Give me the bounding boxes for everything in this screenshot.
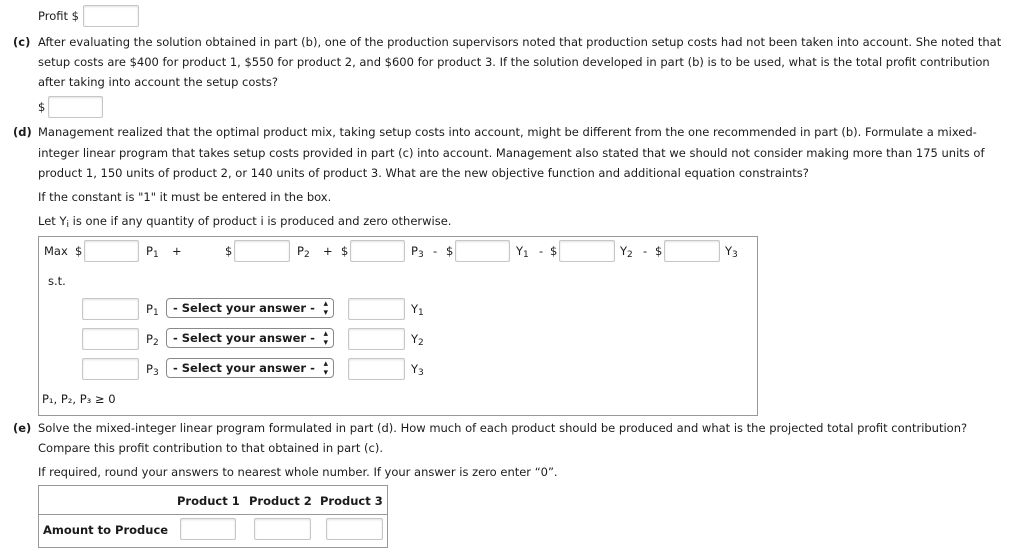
part-c-marker: (c): [13, 35, 31, 49]
nonnegativity-constraint: P₁, P₂, P₃ ≥ 0: [42, 392, 116, 406]
obj-coef-y3-input[interactable]: [664, 240, 720, 262]
obj-coef-y2-input[interactable]: [559, 240, 615, 262]
obj-dollar-2: $: [225, 244, 233, 258]
part-d-line-3: product 1, 150 units of product 2, or 140 units of product 3. What are the new objective function and additional equation constraints?: [38, 166, 809, 180]
obj-var-y3: $Y_3$: [725, 244, 738, 260]
obj-dollar-5: $: [550, 244, 558, 258]
constraint-2-relation-select[interactable]: - Select your answer - ▴ ▾: [166, 328, 334, 348]
part-e-line-1: Solve the mixed-integer linear program formulated in part (d). How much of each product should be produced and what is the projected total profit contribution?: [38, 421, 968, 435]
chevron-updown-icon: ▴ ▾: [323, 329, 328, 348]
chevron-updown-icon: ▴ ▾: [323, 359, 328, 378]
constraint-1-rhs-input[interactable]: [348, 298, 405, 320]
table-header-product-2: Product 2: [249, 494, 312, 508]
constraint-3-rhs-input[interactable]: [348, 358, 405, 380]
obj-var-p1: $P_1$: [146, 244, 159, 260]
obj-var-y2: $Y_2$: [620, 244, 633, 260]
part-c-total-profit-input[interactable]: [48, 96, 103, 118]
chevron-updown-icon: ▴ ▾: [323, 299, 328, 318]
constraint-1-lhs-input[interactable]: [82, 298, 139, 320]
obj-plus-1: +: [172, 244, 182, 258]
table-divider: [39, 514, 387, 515]
amount-product-3-input[interactable]: [326, 518, 383, 540]
profit-input[interactable]: [83, 5, 139, 27]
obj-plus-2: +: [323, 244, 333, 258]
table-header-product-1: Product 1: [177, 494, 240, 508]
amount-product-2-input[interactable]: [254, 518, 311, 540]
constraint-1-var-y1: $Y_1$: [411, 302, 424, 318]
part-c-line-1: After evaluating the solution obtained in part (b), one of the production supervisors noted that production setup costs had not been taken into account. She noted that: [38, 35, 1002, 49]
obj-var-p3: $P_3$: [411, 244, 424, 260]
part-d-note-y: Let $Y_i$ is one if any quantity of product i is produced and zero otherwise.: [38, 214, 452, 230]
part-e-marker: (e): [13, 421, 32, 435]
constraint-2-lhs-input[interactable]: [82, 328, 139, 350]
part-e-line-2: Compare this profit contribution to that obtained in part (c).: [38, 441, 383, 455]
constraint-3-relation-select[interactable]: - Select your answer - ▴ ▾: [166, 358, 334, 378]
table-row-label: Amount to Produce: [43, 523, 169, 537]
obj-var-p2: $P_2$: [297, 244, 310, 260]
part-d-line-1: Management realized that the optimal product mix, taking setup costs into account, might be different from the one recommended in part (b). Formulate a mixed-: [38, 125, 977, 139]
constraint-2-var-p2: $P_2$: [146, 332, 159, 348]
part-c-dollar: $: [38, 100, 46, 114]
constraint-2-rhs-input[interactable]: [348, 328, 405, 350]
constraint-2-var-y2: $Y_2$: [411, 332, 424, 348]
obj-coef-p3-input[interactable]: [350, 240, 405, 262]
formulation-panel: [38, 236, 758, 416]
constraint-3-var-y3: $Y_3$: [411, 362, 424, 378]
part-e-note: If required, round your answers to nearest whole number. If your answer is zero enter “0”.: [38, 465, 558, 479]
obj-coef-p2-input[interactable]: [234, 240, 290, 262]
subject-to-label: s.t.: [48, 274, 66, 288]
obj-minus-3: -: [643, 244, 648, 258]
constraint-1-relation-select[interactable]: - Select your answer - ▴ ▾: [166, 298, 334, 318]
part-d-marker: (d): [13, 125, 32, 139]
obj-coef-y1-input[interactable]: [455, 240, 510, 262]
obj-var-y1: $Y_1$: [516, 244, 529, 260]
table-header-product-3: Product 3: [320, 494, 383, 508]
obj-minus-2: -: [539, 244, 544, 258]
amount-product-1-input[interactable]: [180, 518, 236, 540]
obj-dollar-3: $: [341, 244, 349, 258]
obj-dollar-4: $: [446, 244, 454, 258]
profit-label: Profit $: [38, 9, 79, 23]
obj-dollar-6: $: [655, 244, 663, 258]
max-label: Max: [44, 244, 68, 258]
constraint-3-lhs-input[interactable]: [82, 358, 139, 380]
part-c-line-3: after taking into account the setup costs?: [38, 75, 278, 89]
part-d-note-constant: If the constant is "1" it must be entered in the box.: [38, 190, 332, 204]
part-d-line-2: integer linear program that takes setup costs provided in part (c) into account. Management also stated that we should not consider making more than 175 units of: [38, 146, 985, 160]
obj-dollar-1: $: [75, 244, 83, 258]
part-c-line-2: setup costs are $400 for product 1, $550 for product 2, and $600 for product 3. If the solution developed in part (b) is to be used, what is the total profit contribution: [38, 55, 990, 69]
obj-coef-p1-input[interactable]: [84, 240, 139, 262]
obj-minus-1: -: [433, 244, 438, 258]
constraint-1-var-p1: $P_1$: [146, 302, 159, 318]
constraint-3-var-p3: $P_3$: [146, 362, 159, 378]
